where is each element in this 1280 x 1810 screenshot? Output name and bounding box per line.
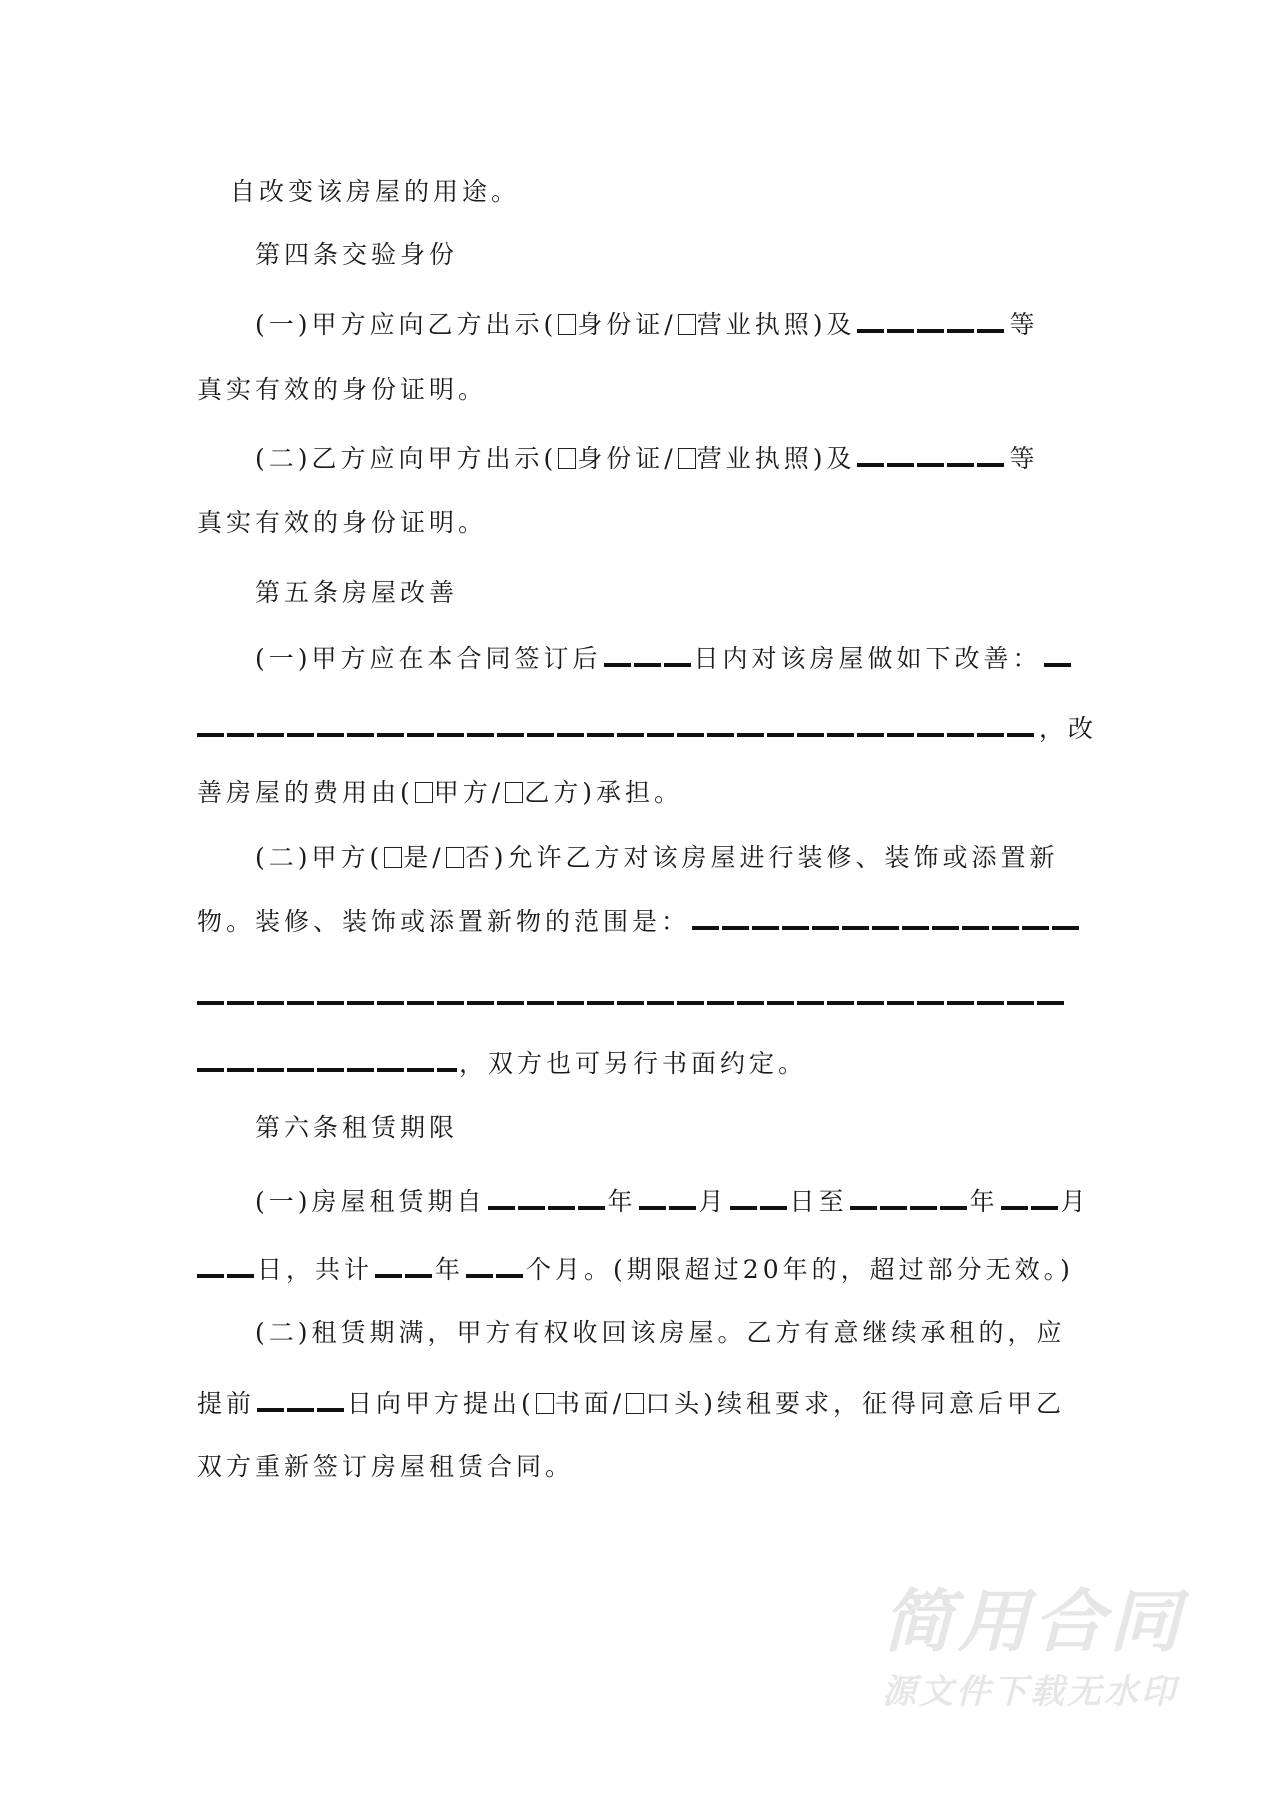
text: 个月。(期限超过20年的，超过部分无效。) xyxy=(526,1255,1074,1284)
article-5-clause-2-cont2 xyxy=(197,975,1097,1015)
text: 身份证/ xyxy=(577,310,677,339)
text: 物。装修、装饰或添置新物的范围是： xyxy=(197,907,691,936)
article-5-clause-2-cont3 xyxy=(197,1042,1097,1082)
text: 年 xyxy=(607,1187,637,1216)
blank-field-end-day[interactable] xyxy=(197,1248,255,1278)
text: 月 xyxy=(698,1187,728,1216)
blank-field-improvement-days[interactable] xyxy=(604,637,692,667)
article-5-clause-1 xyxy=(255,637,1155,677)
blank-field-total-months[interactable] xyxy=(466,1248,524,1278)
article-5-clause-1-cont2 xyxy=(197,773,1097,813)
blank-field-party-a-other-id[interactable] xyxy=(857,303,1007,333)
text: 日，共计 xyxy=(257,1255,374,1284)
text: 年 xyxy=(435,1255,465,1284)
checkbox-id-card[interactable] xyxy=(558,448,576,469)
blank-field-start-year[interactable] xyxy=(488,1180,606,1210)
text: 营业执照)及 xyxy=(696,444,856,473)
heading-text: 第五条房屋改善 xyxy=(255,578,459,607)
text: (一)房屋租赁期自 xyxy=(255,1187,486,1216)
blank-field-start-day[interactable] xyxy=(730,1180,788,1210)
text: 等 xyxy=(1009,310,1039,339)
checkbox-id-card[interactable] xyxy=(558,314,576,335)
blank-field-renovation-scope-cont[interactable] xyxy=(197,975,1067,1005)
text: 是/ xyxy=(403,843,445,872)
checkbox-yes[interactable] xyxy=(384,847,402,868)
text: 提前 xyxy=(197,1389,256,1418)
article-6-heading xyxy=(255,1108,1155,1148)
text: (二)租赁期满，甲方有权收回该房屋。乙方有意继续承租的，应 xyxy=(255,1318,1066,1347)
text: 乙方)承担。 xyxy=(524,778,683,807)
heading-text: 第六条租赁期限 xyxy=(255,1113,459,1142)
article-5-clause-2 xyxy=(255,838,1155,878)
blank-field-renewal-notice-days[interactable] xyxy=(257,1382,345,1412)
text: 日内对该房屋做如下改善： xyxy=(693,644,1042,673)
paragraph-continuation xyxy=(230,172,1130,212)
text: (一)甲方应向乙方出示( xyxy=(255,310,558,339)
text: ，双方也可另行书面约定。 xyxy=(459,1049,808,1078)
text: 口头)续租要求，征得同意后甲乙 xyxy=(645,1389,1065,1418)
blank-field-end-year[interactable] xyxy=(850,1180,968,1210)
text: 年 xyxy=(969,1187,999,1216)
article-5-clause-2-cont xyxy=(197,900,1097,940)
text: 真实有效的身份证明。 xyxy=(197,508,488,537)
text: 甲方/ xyxy=(433,778,505,807)
text: (二)甲方( xyxy=(255,843,384,872)
article-6-clause-2-cont xyxy=(197,1382,1097,1422)
text: 月 xyxy=(1060,1187,1090,1216)
blank-field-total-years[interactable] xyxy=(375,1248,433,1278)
article-4-clause-2 xyxy=(255,437,1155,477)
blank-field-end-month[interactable] xyxy=(1001,1180,1059,1210)
article-4-heading xyxy=(255,235,1155,275)
checkbox-business-license[interactable] xyxy=(678,314,696,335)
article-6-clause-2 xyxy=(255,1313,1155,1353)
article-6-clause-2-cont2 xyxy=(197,1447,1097,1487)
text: 双方重新签订房屋租赁合同。 xyxy=(197,1452,575,1481)
text: 否)允许乙方对该房屋进行装修、装饰或添置新 xyxy=(464,843,1059,872)
text: 日至 xyxy=(789,1187,848,1216)
text: 真实有效的身份证明。 xyxy=(197,375,488,404)
text: 书面/ xyxy=(554,1389,626,1418)
checkbox-party-a[interactable] xyxy=(415,782,433,803)
article-4-clause-1 xyxy=(255,303,1155,343)
blank-field-renovation-scope[interactable] xyxy=(692,900,1080,930)
text: 善房屋的费用由( xyxy=(197,778,414,807)
checkbox-party-b[interactable] xyxy=(505,782,523,803)
blank-field-renovation-scope-cont2[interactable] xyxy=(197,1042,457,1072)
article-6-clause-1 xyxy=(255,1180,1155,1220)
text: (一)甲方应在本合同签订后 xyxy=(255,644,602,673)
text: 营业执照)及 xyxy=(696,310,856,339)
blank-field-improvement-details-cont[interactable] xyxy=(197,707,1037,737)
checkbox-no[interactable] xyxy=(446,847,464,868)
blank-field-improvement-details[interactable] xyxy=(1044,637,1072,667)
checkbox-business-license[interactable] xyxy=(678,448,696,469)
article-6-clause-1-cont xyxy=(197,1248,1097,1288)
text: 等 xyxy=(1009,444,1039,473)
blank-field-party-b-other-id[interactable] xyxy=(857,437,1007,467)
watermark-title: 简用合同 xyxy=(882,1583,1185,1662)
watermark-subtitle: 源文件下载无水印 xyxy=(882,1672,1178,1712)
article-4-clause-2-cont xyxy=(197,503,1097,543)
text: 日向甲方提出( xyxy=(347,1389,535,1418)
checkbox-written[interactable] xyxy=(536,1393,554,1414)
article-5-clause-1-cont xyxy=(197,707,1097,747)
article-4-clause-1-cont xyxy=(197,370,1097,410)
text: ，改 xyxy=(1039,714,1098,743)
text: 身份证/ xyxy=(577,444,677,473)
article-5-heading xyxy=(255,573,1155,613)
text: 自改变该房屋的用途。 xyxy=(230,177,521,206)
text: (二)乙方应向甲方出示( xyxy=(255,444,558,473)
checkbox-verbal[interactable] xyxy=(626,1393,644,1414)
blank-field-start-month[interactable] xyxy=(639,1180,697,1210)
heading-text: 第四条交验身份 xyxy=(255,240,459,269)
